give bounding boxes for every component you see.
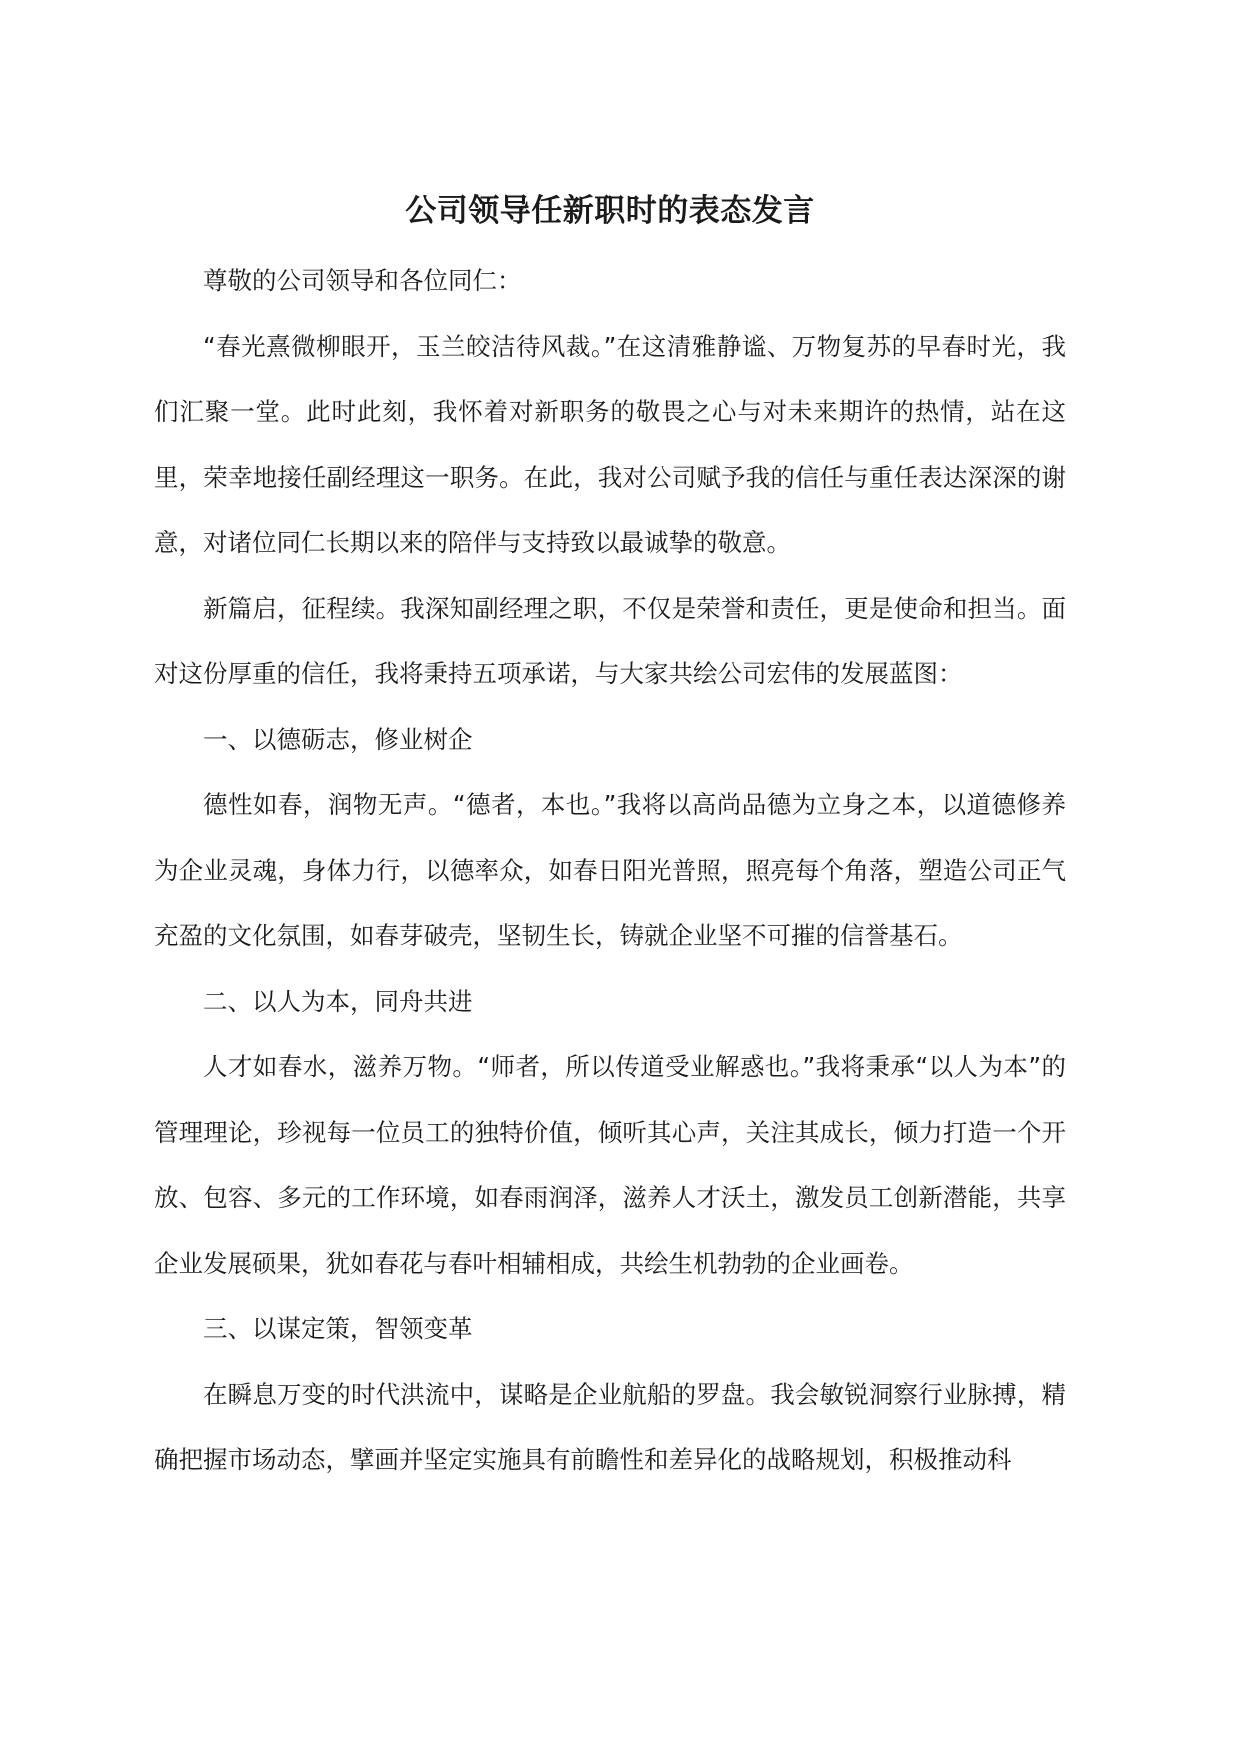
section-heading-3: 三、以谋定策，智领变革	[203, 1314, 473, 1343]
section-heading-2: 二、以人为本，同舟共进	[203, 986, 473, 1016]
document-title: 公司领导任新职时的表态发言	[405, 193, 815, 229]
salutation: 尊敬的公司领导和各位同仁：	[203, 266, 522, 295]
paragraph-commitments-intro: 新篇启，征程续。我深知副经理之职，不仅是荣誉和责任，更是使命和担当。面对这份厚重的信任，我将秉持五项承诺，与大家共绘公司宏伟的发展蓝图：	[154, 593, 1066, 688]
paragraph-section-2: 人才如春水，滋养万物。“师者，所以传道受业解惑也。”我将秉承“以人为本”的管理理论，珍视每一位员工的独特价值，倾听其心声，关注其成长，倾力打造一个开放、包容、多元的工作环境，如春雨润泽，滋养人才沃土，激发员工创新潜能，共享企业发展硕果，犹如春花与春叶相辅相成，共绘生机勃勃的企业画卷。	[154, 1052, 1066, 1278]
section-heading-1: 一、以德砺志，修业树企	[203, 724, 473, 754]
paragraph-section-3: 在瞬息万变的时代洪流中，谋略是企业航船的罗盘。我会敏锐洞察行业脉搏，精确把握市场动态，擘画并坚定实施具有前瞻性和差异化的战略规划，积极推动科	[154, 1379, 1066, 1474]
paragraph-section-1: 德性如春，润物无声。“德者，本也。”我将以高尚品德为立身之本，以道德修养为企业灵魂，身体力行，以德率众，如春日阳光普照，照亮每个角落，塑造公司正气充盈的文化氛围，如春芽破壳，坚韧生长，铸就企业坚不可摧的信誉基石。	[154, 790, 1066, 950]
document-body	[154, 188, 1066, 1493]
paragraph-opening: “春光熹微柳眼开，玉兰皎洁待风裁。”在这清雅静谧、万物复苏的早春时光，我们汇聚一堂。此时此刻，我怀着对新职务的敬畏之心与对未来期许的热情，站在这里，荣幸地接任副经理这一职务。在此，我对公司赋予我的信任与重任表达深深的谢意，对诸位同仁长期以来的陪伴与支持致以最诚挚的敬意。	[154, 331, 1066, 557]
